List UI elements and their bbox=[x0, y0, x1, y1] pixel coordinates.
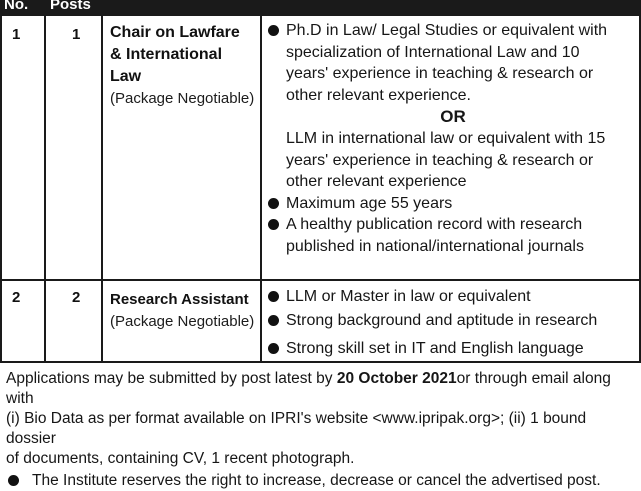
row1-title-line3: Law bbox=[110, 68, 142, 85]
bullet-icon bbox=[268, 219, 279, 230]
row1-package: (Package Negotiable) bbox=[110, 90, 255, 107]
table-rule-middle bbox=[0, 279, 641, 281]
application-instructions bbox=[6, 369, 638, 491]
row2-post-title bbox=[110, 289, 260, 333]
row1-req-age: Maximum age 55 years bbox=[268, 193, 620, 215]
table-divider-3 bbox=[260, 14, 262, 362]
row2-requirements bbox=[268, 285, 620, 361]
footer-line1: Applications may be submitted by post latest by 20 October 2021or through email along with bbox=[6, 370, 611, 407]
footer-line2: (i) Bio Data as per format available on IPRI's website <www.ipripak.org>; (ii) 1 bound dossier bbox=[6, 410, 587, 447]
footer-note: The Institute reserves the right to increase, decrease or cancel the advertised post. bbox=[6, 471, 638, 491]
bullet-icon bbox=[268, 25, 279, 36]
header-posts: Posts bbox=[50, 0, 91, 13]
table-divider-1 bbox=[44, 14, 46, 362]
row2-req-it: Strong skill set in IT and English language bbox=[268, 337, 620, 361]
header-no: No. bbox=[4, 0, 29, 13]
row1-or: OR bbox=[440, 107, 466, 126]
row1-posts: 1 bbox=[72, 26, 81, 43]
row1-title-line2: & International bbox=[110, 46, 223, 63]
table-divider-2 bbox=[101, 14, 103, 362]
table-header bbox=[0, 0, 641, 14]
bullet-icon bbox=[268, 343, 279, 354]
table-rule-top bbox=[0, 14, 641, 16]
table-border-left bbox=[0, 14, 2, 362]
row1-req-llm: LLM in international law or equivalent with 15 years' experience in teaching & research or other relevant experience bbox=[286, 130, 606, 190]
row1-req-publication: A healthy publication record with research published in national/international journals bbox=[268, 214, 620, 257]
row1-post-title bbox=[110, 22, 258, 110]
bullet-icon bbox=[268, 198, 279, 209]
bullet-icon bbox=[268, 315, 279, 326]
deadline-date: 20 October 2021 bbox=[336, 370, 457, 387]
row1-req-phd: Ph.D in Law/ Legal Studies or equivalent with specialization of International Law and 10 years' experience in teaching & research or other relevant experience. bbox=[268, 20, 620, 106]
row2-req-llm: LLM or Master in law or equivalent bbox=[268, 285, 620, 309]
row1-requirements bbox=[268, 20, 620, 257]
row1-title-line1: Chair on Lawfare bbox=[110, 24, 240, 41]
row2-posts: 2 bbox=[72, 289, 81, 306]
row2-req-research: Strong background and aptitude in research bbox=[268, 309, 620, 333]
row1-no: 1 bbox=[12, 26, 21, 43]
footer-line3: of documents, containing CV, 1 recent photograph. bbox=[6, 450, 355, 467]
bullet-icon bbox=[8, 475, 19, 486]
row2-title: Research Assistant bbox=[110, 291, 249, 308]
bullet-icon bbox=[268, 291, 279, 302]
row2-package: (Package Negotiable) bbox=[110, 313, 255, 330]
row2-no: 2 bbox=[12, 289, 21, 306]
table-rule-bottom bbox=[0, 361, 641, 363]
